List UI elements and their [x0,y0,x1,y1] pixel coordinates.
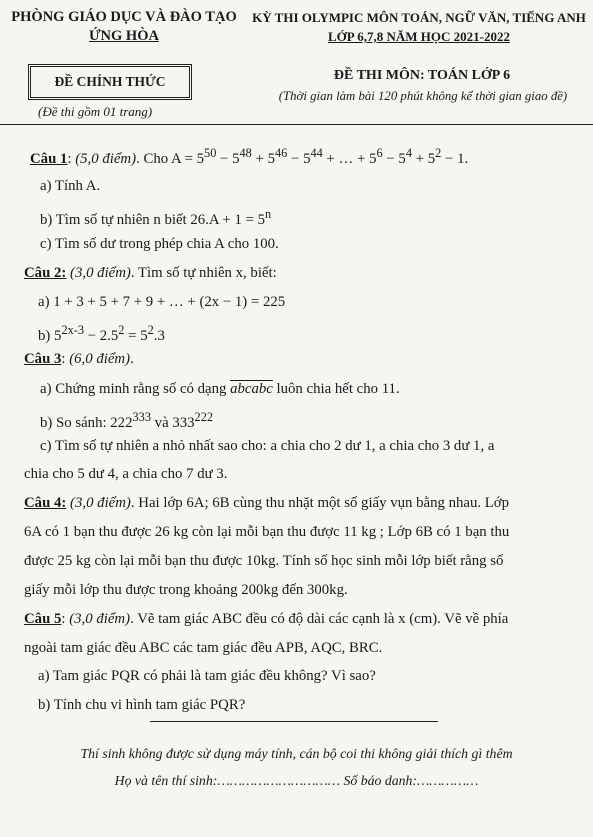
question-4-line1 [24,495,509,512]
header-divider [0,124,593,125]
question-1b-text: b) Tìm số tự nhiên n biết 26.A + 1 = 5 [40,211,266,228]
footer-note: Thí sinh không được sử dụng máy tính, cán bộ coi thi không giải thích gì thêm [80,746,513,761]
question-2-points: (3,0 điểm) [70,265,131,281]
q3b-exp1: 333 [132,410,151,424]
q3a-overline-number: abcabc [230,381,273,397]
question-1-label: Câu 1 [30,150,68,167]
question-5-points: (3,0 điểm) [69,611,131,627]
q3a-post: luôn chia hết cho 11. [272,381,400,397]
question-5a: a) Tam giác PQR có phải là tam giác đều không? Vì sao? [38,668,376,684]
candidate-name-line: Họ và tên thí sinh:………………………… Số báo danh:…………… [114,773,479,788]
department-name: PHÒNG GIÁO DỤC VÀ ĐÀO TẠO [11,9,237,25]
footer-divider [150,721,438,722]
q3b-exp2: 222 [194,410,214,424]
q5-text1: . Vẽ tam giác ABC đều có độ dài các cạnh là x (cm). Vẽ về phía [130,611,509,627]
q2b-mid: − 2.5 [84,327,119,344]
page-count-note: (Đề thi gồm 01 trang) [38,104,153,119]
q3b-mid: và 333 [150,414,195,431]
q2b-exp1: 2x-3 [61,323,85,337]
question-5-label: Câu 5 [24,611,62,627]
question-1c: c) Tìm số dư trong phép chia A cho 100. [40,236,279,252]
question-2-label: Câu 2: [24,265,67,281]
question-1b [40,207,271,229]
q2b-part: b) 5 [38,327,62,344]
question-3-points: (6,0 điểm) [69,351,131,367]
question-4-line4: giấy mỗi lớp thu được trong khoảng 200kg đến 300kg. [24,582,348,598]
official-exam-box: ĐỀ CHÍNH THỨC [28,64,192,100]
question-2b [38,323,165,345]
question-3c-line2: chia cho 5 dư 4, a chia cho 7 dư 3. [24,466,228,482]
q4-text1: . Hai lớp 6A; 6B cùng thu nhặt một số giấy vụn bằng nhau. Lớp [130,495,510,511]
exam-name: KỲ THI OLYMPIC MÔN TOÁN, NGỮ VĂN, TIẾNG ANH [252,10,586,25]
question-3b [40,410,213,432]
question-5-line2: ngoài tam giác đều ABC các tam giác đều APB, AQC, BRC. [24,640,383,656]
q2b-exp3: 2 [147,323,154,337]
q2b-tail: .3 [153,327,165,344]
question-1a: a) Tính A. [40,178,101,194]
question-1-points: (5,0 điểm) [75,150,137,167]
question-4-line2: 6A có 1 bạn thu được 26 kg còn lại mỗi bạn thu được 11 kg ; Lớp 6B có 1 bạn thu [24,524,510,540]
exam-header [250,8,588,46]
question-1-intro: Câu 1: (5,0 điểm). Cho $A = 5^{50} - 5^{48} + 5^{46} - 5^{44}$ + … + $5^6 - 5^4 + 5^2 - 1$. [30,146,469,167]
exam-grade-year: LỚP 6,7,8 NĂM HỌC 2021-2022 [328,29,510,44]
question-3a [40,381,400,398]
question-4-points: (3,0 điểm) [70,495,131,511]
time-note: (Thời gian làm bài 120 phút không kể thời gian giao đề) [278,89,568,103]
q3a-pre: a) Chứng minh rằng số có dạng [40,381,231,397]
question-3-label: Câu 3 [24,351,62,367]
district-name: ỨNG HÒA [89,28,159,44]
q2b-exp2: 2 [118,323,125,337]
exam-subject: ĐỀ THI MÔN: TOÁN LỚP 6 [333,68,511,83]
question-2a: a) 1 + 3 + 5 + 7 + 9 + … + (2x − 1) = 225 [38,294,286,310]
question-2-intro [24,265,277,282]
q2b-eq: = 5 [124,327,148,344]
q3b-pre: b) So sánh: 222 [40,414,133,431]
department-header [8,8,240,46]
question-2-text: . Tìm số tự nhiên x, biết: [130,265,277,281]
question-3-intro: Câu 3: (6,0 điểm). [24,351,134,367]
question-3c-line1: c) Tìm số tự nhiên a nhỏ nhất sao cho: a chia cho 2 dư 1, a chia cho 3 dư 1, a [40,438,495,454]
question-5b: b) Tính chu vi hình tam giác PQR? [38,697,246,713]
question-4-label: Câu 4: [24,495,67,511]
question-1-text: . Cho A = 5 [136,150,205,167]
question-4-line3: được 25 kg còn lại mỗi bạn thu được 10kg. Tính số học sinh mỗi lớp biết rằng số [24,553,504,569]
question-5-line1: Câu 5: (3,0 điểm). Vẽ tam giác ABC đều có độ dài các cạnh là x (cm). Vẽ về phía [24,611,509,627]
question-1b-exponent: n [265,207,272,221]
